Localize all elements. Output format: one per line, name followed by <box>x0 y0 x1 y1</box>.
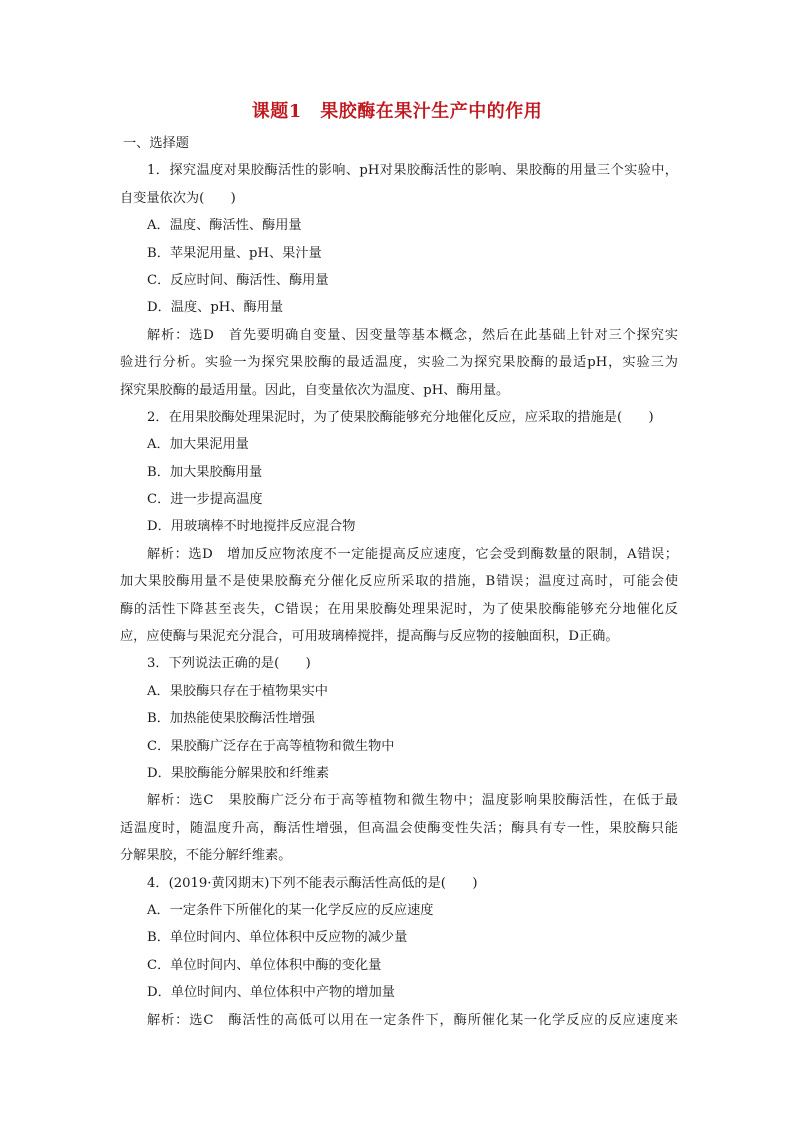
option-d: D．温度、pH、酶用量 <box>147 300 284 316</box>
option-b: B．加大果胶酶用量 <box>147 464 263 480</box>
option-b: B．加热能使果胶酶活性增强 <box>147 711 315 727</box>
question-2 <box>120 404 678 651</box>
analysis-line: 解析：选D 增加反应物浓度不一定能提高反应速度，它会受到酶数量的限制，A错误； <box>147 546 678 562</box>
question-stem-line: 3．下列说法正确的是( ) <box>147 656 311 672</box>
option-d: D．用玻璃棒不时地搅拌反应混合物 <box>147 519 356 535</box>
page-title: 课题1 果胶酶在果汁生产中的作用 <box>251 101 543 122</box>
question-stem-line: 自变量依次为( ) <box>120 190 236 206</box>
option-d: D．单位时间内、单位体积中产物的增加量 <box>147 985 395 1001</box>
analysis-line: 应，应使酶与果泥充分混合，可用玻璃棒搅拌，提高酶与反应物的接触面积，D正确。 <box>120 629 619 645</box>
analysis-line: 适温度时，随温度升高，酶活性增强，但高温会使酶变性失活；酶具有专一性，果胶酶只能 <box>120 820 678 836</box>
question-stem-line: 4．(2019·黄冈期末)下列不能表示酶活性高低的是( ) <box>147 875 478 891</box>
question-4 <box>120 870 678 1034</box>
document-body <box>120 130 678 1034</box>
option-c: C．反应时间、酶活性、酶用量 <box>147 272 329 288</box>
option-a: A．果胶酶只存在于植物果实中 <box>147 683 328 699</box>
option-b: B．单位时间内、单位体积中反应物的减少量 <box>147 930 408 946</box>
analysis-line: 加大果胶酶用量不是使果胶酶充分催化反应所采取的措施，B错误；温度过高时，可能会使 <box>120 574 678 590</box>
analysis-line: 解析：选D 首先要明确自变量、因变量等基本概念，然后在此基础上针对三个探究实 <box>147 327 678 343</box>
option-a: A．加大果泥用量 <box>147 437 249 453</box>
analysis-line: 分解果胶，不能分解纤维素。 <box>120 848 292 864</box>
analysis-line: 探究果胶酶的最适用量。因此，自变量依次为温度、pH、酶用量。 <box>120 382 510 398</box>
option-c: C．进一步提高温度 <box>147 492 263 508</box>
question-stem-line: 2．在用果胶酶处理果泥时，为了使果胶酶能够充分地催化反应，应采取的措施是( ) <box>147 409 654 425</box>
analysis-line: 解析：选C 酶活性的高低可以用在一定条件下，酶所催化某一化学反应的反应速度来 <box>147 1012 678 1028</box>
option-d: D．果胶酶能分解果胶和纤维素 <box>147 765 330 781</box>
analysis-line: 验进行分析。实验一为探究果胶酶的最适温度，实验二为探究果胶酶的最适pH，实验三为 <box>120 355 678 371</box>
analysis-line: 解析：选C 果胶酶广泛分布于高等植物和微生物中；温度影响果胶酶活性，在低于最 <box>147 793 678 809</box>
question-stem-line: 1．探究温度对果胶酶活性的影响、pH对果胶酶活性的影响、果胶酶的用量三个实验中， <box>147 163 678 179</box>
section-heading: 一、选择题 <box>123 136 189 151</box>
option-a: A．一定条件下所催化的某一化学反应的反应速度 <box>147 902 434 918</box>
option-c: C．果胶酶广泛存在于高等植物和微生物中 <box>147 738 395 754</box>
question-3 <box>120 650 678 869</box>
option-c: C．单位时间内、单位体积中酶的变化量 <box>147 957 382 973</box>
question-1 <box>120 157 678 404</box>
analysis-line: 酶的活性下降甚至丧失，C错误；在用果胶酶处理果泥时，为了使果胶酶能够充分地催化反 <box>120 601 678 617</box>
option-a: A．温度、酶活性、酶用量 <box>147 218 302 234</box>
option-b: B．苹果泥用量、pH、果汁量 <box>147 245 322 261</box>
